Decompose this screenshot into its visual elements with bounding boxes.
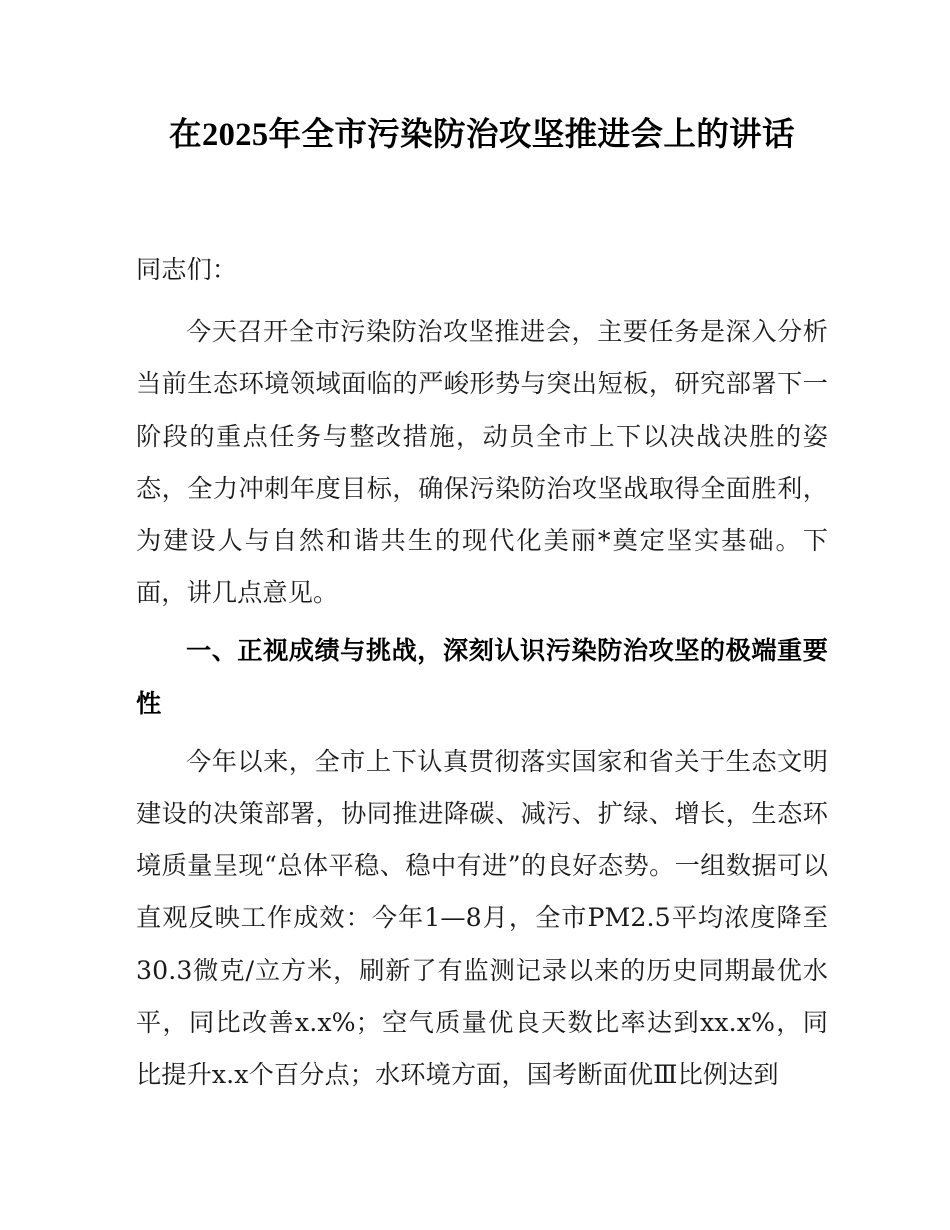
salutation-paragraph: 同志们： <box>136 255 238 284</box>
paragraph-spacer-1 <box>136 296 828 306</box>
section-heading-1: 一、正视成绩与挑战，深刻认识污染防治攻坚的极端重要性 <box>136 637 828 718</box>
document-content <box>136 0 828 1101</box>
title-spacer <box>136 158 828 244</box>
body-paragraph-1: 今年以来，全市上下认真贯彻落实国家和省关于生态文明建设的决策部署，协同推进降碳、减污、扩绿、增长，生态环境质量呈现“总体平稳、稳中有进”的良好态势。一组数据可以直观反映工作成效：今年1—8月，全市PM2.5平均浓度降至30.3微克/立方米，刷新了有监测记录以来的历史同期最优水平，同比改善x.x%；空气质量优良天数比率达到xx.x%，同比提升x.x个百分点；水环境方面，国考断面优Ⅲ比例达到 <box>136 746 828 1090</box>
page-title: 在2025年全市污染防治攻坚推进会上的讲话 <box>169 117 795 153</box>
opening-paragraph: 今天召开全市污染防治攻坚推进会，主要任务是深入分析当前生态环境领域面临的严峻形势与突出短板，研究部署下一阶段的重点任务与整改措施，动员全市上下以决战决胜的姿态，全力冲刺年度目标，确保污染防治攻坚战取得全面胜利，为建设人与自然和谐共生的现代化美丽*奠定坚实基础。下面，讲几点意见。 <box>136 317 828 608</box>
